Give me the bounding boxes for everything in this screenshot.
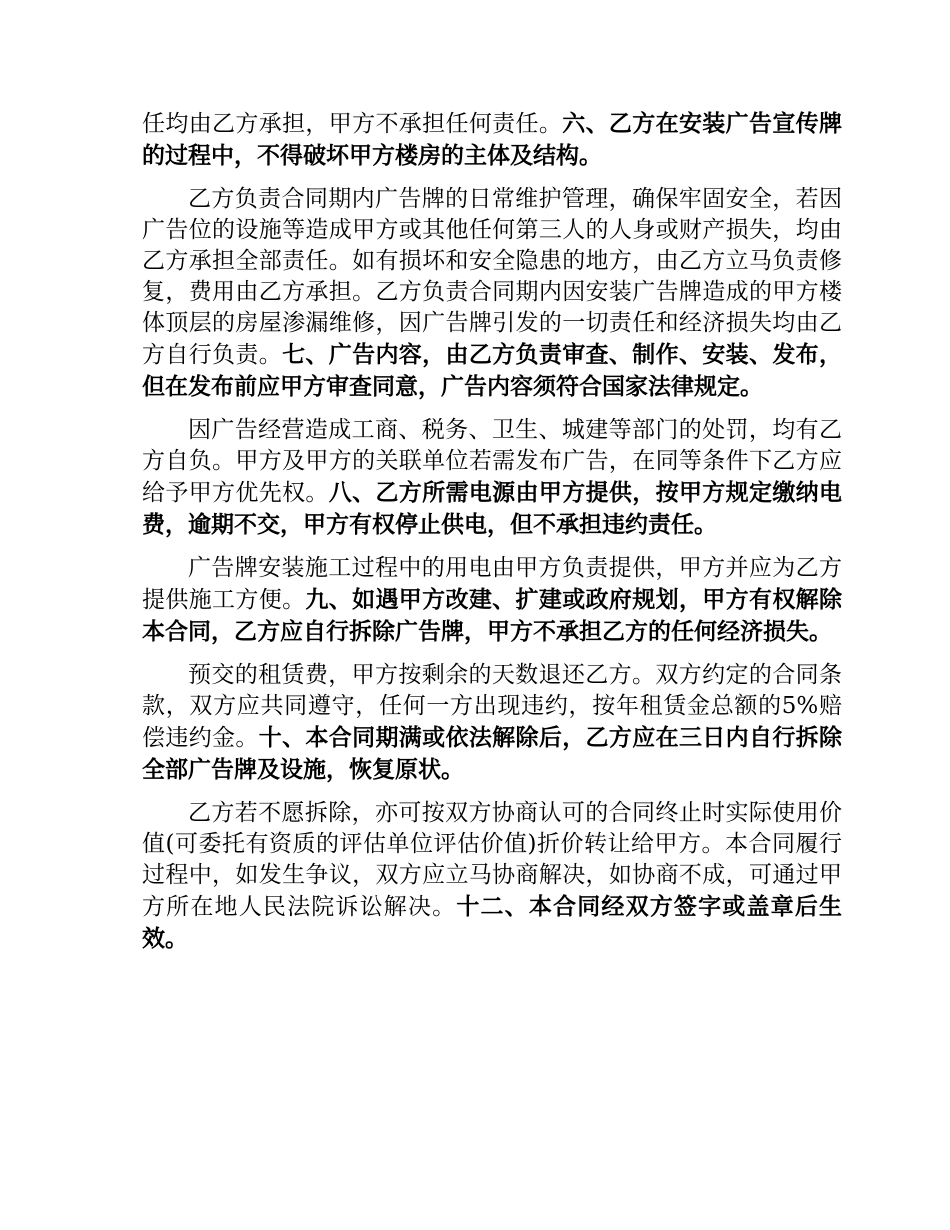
paragraph-4-clause-nine: 九、如遇甲方改建、扩建或政府规划，甲方有权解除本合同，乙方应自行拆除广告牌，甲方不承担乙方的任何经济损失。 — [142, 586, 843, 645]
paragraph-5-text: 预交的租赁费，甲方按剩余的天数退还乙方。双方约定的合同条款，双方应共同遵守，任何一方出现违约，按年租赁金总额的5%赔偿违约金。 — [142, 662, 842, 751]
paragraph-6-clause-twelve: 十二、本合同经双方签字或盖章后生效。 — [142, 893, 843, 952]
paragraph-6-text: 乙方若不愿拆除，亦可按双方协商认可的合同终止时实际使用价值(可委托有资质的评估单位评估价值)折价转让给甲方。本合同履行过程中，如发生争议，双方应立马协商解决，如协商不成，可通过甲方所在地人民法院诉讼解决。 — [142, 800, 842, 920]
paragraph-3 — [142, 415, 842, 541]
paragraph-3-text: 因广告经营造成工商、税务、卫生、城建等部门的处罚，均有乙方自负。甲方及甲方的关联单位若需发布广告，在同等条件下乙方应给予甲方优先权。 — [142, 417, 842, 506]
paragraph-4-text: 广告牌安装施工过程中的用电由甲方负责提供，甲方并应为乙方提供施工方便。 — [142, 555, 842, 613]
paragraph-3-clause-eight: 八、乙方所需电源由甲方提供，按甲方规定缴纳电费，逾期不交，甲方有权停止供电，但不承担违约责任。 — [142, 479, 843, 538]
paragraph-2-clause-seven: 七、广告内容，由乙方负责审查、制作、安装、发布，但在发布前应甲方审查同意，广告内容须符合国家法律规定。 — [142, 341, 843, 400]
paragraph-2-text: 乙方负责合同期内广告牌的日常维护管理，确保牢固安全，若因广告位的设施等造成甲方或其他任何第三人的人身或财产损失，均由乙方承担全部责任。如有损坏和安全隐患的地方，由乙方立马负责修复，费用由乙方承担。乙方负责合同期内因安装广告牌造成的甲方楼体顶层的房屋渗漏维修，因广告牌引发的一切责任和经济损失均由乙方自行负责。 — [142, 186, 842, 368]
document-page — [142, 108, 842, 967]
paragraph-5-clause-ten: 十、本合同期满或依法解除后，乙方应在三日内自行拆除全部广告牌及设施，恢复原状。 — [142, 724, 843, 783]
paragraph-1-clause-six: 六、乙方在安装广告宣传牌的过程中，不得破坏甲方楼房的主体及结构。 — [142, 110, 843, 169]
paragraph-2 — [142, 184, 842, 403]
paragraph-1-text: 任均由乙方承担，甲方不承担任何责任。 — [142, 111, 563, 137]
paragraph-6 — [142, 798, 842, 955]
paragraph-5 — [142, 660, 842, 786]
paragraph-1 — [142, 108, 842, 172]
paragraph-4 — [142, 553, 842, 648]
